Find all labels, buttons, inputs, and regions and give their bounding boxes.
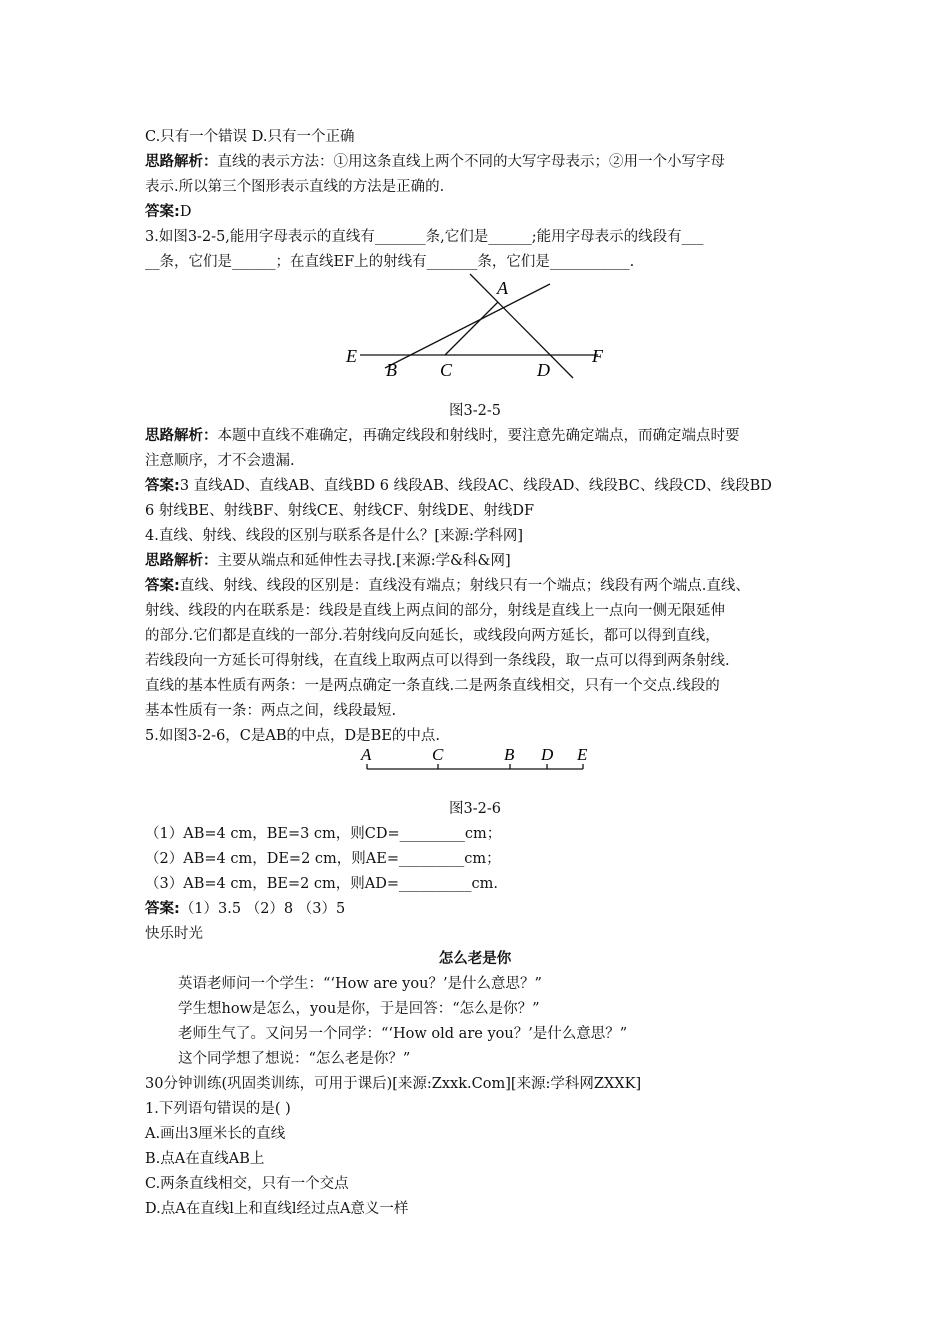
question-5: 5.如图3-2-6，C是AB的中点，D是BE的中点. <box>145 728 441 744</box>
figure-3-2-5 <box>330 270 620 385</box>
option-a: A.画出3厘米长的直线 <box>145 1126 286 1142</box>
figure-3-2-6 <box>355 743 595 779</box>
figure-caption: 图3-2-6 <box>449 801 501 817</box>
answer-line: 直线的基本性质有两条：一是两点确定一条直线.二是两条直线相交，只有一个交点.线段的 <box>145 678 720 694</box>
sub-question: （1）AB=4 cm，BE=3 cm，则CD=_________cm； <box>145 826 502 842</box>
answer-label: 答案: <box>145 204 180 220</box>
story-line: 老师生气了。又问另一个同学：“‘How old are you？’是什么意思？” <box>178 1026 628 1042</box>
analysis-line <box>145 551 511 571</box>
sub-question: （3）AB=4 cm，BE=2 cm，则AD=__________cm. <box>145 876 499 892</box>
answer-label: 答案: <box>145 478 180 494</box>
question-4: 4.直线、射线、线段的区别与联系各是什么？[来源:学科网] <box>145 528 524 544</box>
analysis-line <box>145 426 740 446</box>
analysis-line <box>145 152 725 172</box>
option-c: C.两条直线相交，只有一个交点 <box>145 1176 349 1192</box>
answer-text: D <box>179 204 192 220</box>
answer-line: 基本性质有一条：两点之间，线段最短. <box>145 703 397 719</box>
question-3-line-1: 3.如图3-2-5,能用字母表示的直线有_______条,它们是______;能用字母表示的线段有___ <box>145 229 704 245</box>
analysis-text: 直线的表示方法：①用这条直线上两个不同的大写字母表示；②用一个小写字母 <box>217 154 725 170</box>
answer-line <box>145 476 772 496</box>
question-3-line-2: __条，它们是______；在直线EF上的射线有_______条，它们是___________. <box>145 254 635 270</box>
label-d: D <box>541 745 554 764</box>
sub-question: （2）AB=4 cm，DE=2 cm，则AE=_________cm； <box>145 851 501 867</box>
label-b: B <box>386 360 397 380</box>
label-c: C <box>432 745 444 764</box>
label-f: F <box>592 346 603 366</box>
story-line: 英语老师问一个学生：“‘How are you？’是什么意思？” <box>178 976 542 992</box>
answer-line: 射线、线段的内在联系是：线段是直线上两点间的部分，射线是直线上一点向一侧无限延伸 <box>145 603 725 619</box>
answer-line: 若线段向一方延长可得射线，在直线上取两点可以得到一条线段，取一点可以得到两条射线. <box>145 653 730 669</box>
label-a: A <box>361 745 372 764</box>
story-line: 这个同学想了想说：“怎么老是你？” <box>178 1051 411 1067</box>
analysis-text: 主要从端点和延伸性去寻找.[来源:学&科&网] <box>217 553 511 569</box>
line-ad <box>470 274 573 378</box>
story-line: 学生想how是怎么，you是你，于是回答：“怎么是你？” <box>178 1001 540 1017</box>
answer-line <box>145 576 750 596</box>
answer-label: 答案: <box>145 901 180 917</box>
answer-text: （1）3.5 （2）8 （3）5 <box>179 901 346 917</box>
option-b: B.点A在直线AB上 <box>145 1151 265 1167</box>
label-c: C <box>440 360 453 380</box>
figure-caption: 图3-2-5 <box>449 403 501 419</box>
analysis-text: 本题中直线不难确定，再确定线段和射线时，要注意先确定端点，而确定端点时要 <box>217 428 740 444</box>
answer-text: 3 直线AD、直线AB、直线BD 6 线段AB、线段AC、线段AD、线段BC、线段CD、线段BD <box>179 478 772 494</box>
label-e: E <box>577 745 588 764</box>
analysis-label: 思路解析： <box>145 553 218 569</box>
label-a: A <box>497 278 508 298</box>
answer-line: 的部分.它们都是直线的一部分.若射线向反向延长，或线段向两方延长，都可以得到直线， <box>145 628 720 644</box>
answer-line <box>145 899 345 919</box>
answer-label: 答案: <box>145 578 180 594</box>
label-e: E <box>346 346 357 366</box>
analysis-label: 思路解析： <box>145 154 218 170</box>
analysis-label: 思路解析： <box>145 428 218 444</box>
story-title: 怎么老是你 <box>438 951 512 967</box>
answer-line <box>145 202 191 222</box>
training-question: 1.下列语句错误的是( ) <box>145 1101 291 1117</box>
answer-text: 直线、射线、线段的区别是：直线没有端点；射线只有一个端点；线段有两个端点.直线、 <box>179 578 750 594</box>
analysis-line-2: 表示.所以第三个图形表示直线的方法是正确的. <box>145 179 445 195</box>
segment-ac <box>445 302 498 355</box>
section-heading: 快乐时光 <box>145 926 203 942</box>
analysis-line-2: 注意顺序，才不会遗漏. <box>145 453 295 469</box>
answer-line-2: 6 射线BE、射线BF、射线CE、射线CF、射线DE、射线DF <box>145 503 535 519</box>
option-line: C.只有一个错误 D.只有一个正确 <box>145 129 355 145</box>
label-b: B <box>504 745 515 764</box>
label-d: D <box>537 360 550 380</box>
training-heading: 30分钟训练(巩固类训练，可用于课后)[来源:Zxxk.Com][来源:学科网ZXXK] <box>145 1076 642 1092</box>
option-d: D.点A在直线l上和直线l经过点A意义一样 <box>145 1201 409 1217</box>
